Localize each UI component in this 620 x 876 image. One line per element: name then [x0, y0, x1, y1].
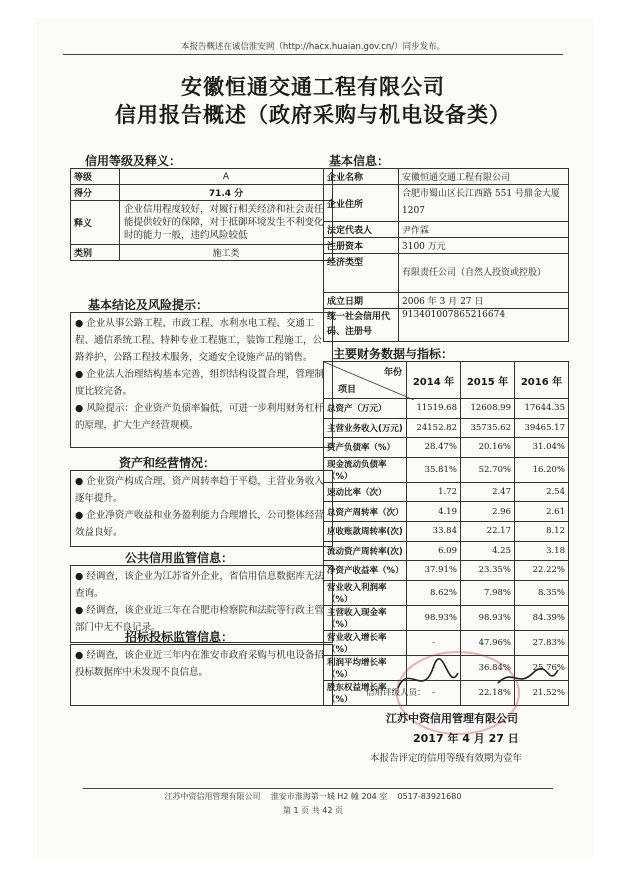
company-title: 安徽恒通交通工程有限公司 — [181, 75, 445, 99]
finance-row-label: 利润平均增长率（%） — [324, 655, 407, 680]
finance-value: 23.35% — [461, 561, 515, 581]
finance-row — [324, 521, 569, 541]
finance-year-header: 2015 年 — [461, 362, 515, 399]
finance-value: 8.35% — [515, 580, 569, 605]
finance-value: 1.72 — [407, 482, 461, 502]
footer-divider — [83, 788, 553, 789]
finance-header-row — [324, 362, 569, 399]
finance-value: 20.16% — [461, 438, 515, 458]
basic-row — [324, 222, 569, 238]
rating-label: 类别 — [71, 245, 120, 261]
basic-row — [324, 293, 569, 309]
finance-row-label: 净资产收益率（%） — [324, 561, 407, 581]
rating-value: 施工类 — [120, 245, 333, 261]
finance-row-label: 流动资产周转率(次) — [324, 541, 407, 561]
basic-row — [324, 309, 569, 342]
finance-value: 37.91% — [407, 561, 461, 581]
footer-company: 江苏中资信用管理有限公司 — [164, 792, 261, 801]
finance-value: - — [407, 680, 461, 705]
public-text: 经调查，该企业近三年在合肥市检察院和法院等行政主管部门中无不良记录。 — [75, 605, 324, 633]
finance-value: 22.18% — [461, 680, 515, 705]
finance-value: 3.18 — [515, 541, 569, 561]
assets-section-title: 资产和经营情况： — [119, 456, 216, 470]
finance-section-title: 主要财务数据与指标： — [333, 347, 454, 361]
basic-label: 注册资本 — [324, 238, 399, 254]
finance-value: 4.25 — [461, 541, 515, 561]
page-number: 第 1 页 共 42 页 — [283, 806, 343, 815]
finance-value: 52.70% — [461, 457, 515, 482]
finance-row — [324, 502, 569, 522]
footer-phone: 0517-83921680 — [397, 792, 462, 801]
finance-value: 17644.35 — [515, 399, 569, 419]
basic-label: 经济类型 — [324, 254, 399, 293]
finance-value: 2.96 — [461, 502, 515, 522]
finance-row — [324, 482, 569, 502]
finance-row — [324, 457, 569, 482]
rating-value: A — [120, 169, 333, 185]
public-section-title: 公共信用监管信息： — [125, 551, 234, 565]
finance-year-header: 2016 年 — [515, 362, 569, 399]
finance-corner-cell — [324, 362, 407, 399]
basic-info-table — [323, 168, 569, 342]
bidding-section-title: 招标投标监管信息： — [125, 630, 234, 644]
basic-value: 3100 万元 — [399, 238, 569, 254]
basic-label: 成立日期 — [324, 293, 399, 309]
report-page — [33, 18, 593, 858]
basic-value: 合肥市蜀山区长江西路 551 号鼎金大厦 1207 — [399, 185, 569, 222]
finance-value: 84.39% — [515, 605, 569, 630]
finance-value: 22.17 — [461, 521, 515, 541]
basic-value: 安徽恒通交通工程有限公司 — [399, 169, 569, 185]
validity-note: 本报告评定的信用等级有效期为壹年 — [370, 753, 523, 764]
finance-row — [324, 399, 569, 419]
finance-value: 2.61 — [515, 502, 569, 522]
conclusion-text: 风险提示：企业资产负债率偏低，可进一步利用财务杠杆的原理，扩大生产经营规模。 — [75, 403, 324, 431]
finance-value: 11519.68 — [407, 399, 461, 419]
rating-label: 得分 — [71, 185, 120, 201]
basic-row — [324, 254, 569, 293]
finance-value: 7.98% — [461, 580, 515, 605]
public-text: 经调查，该企业为江苏省外企业，省信用信息数据库无法查询。 — [75, 571, 324, 599]
finance-value: 4.19 — [407, 502, 461, 522]
rating-table — [70, 168, 333, 261]
issuer-company: 江苏中资信用管理有限公司 — [386, 712, 518, 725]
finance-row-label: 营业收入增长率（%） — [324, 630, 407, 655]
bidding-box — [70, 644, 333, 706]
finance-value: 98.93% — [461, 605, 515, 630]
footer-address: 淮安市淮海第一城 H2 幢 204 室 — [270, 792, 388, 801]
finance-value: 8.12 — [515, 521, 569, 541]
finance-value: 24152.82 — [407, 418, 461, 438]
bidding-item: ● 经调查，该企业近三年内在淮安市政府采购与机电设备招投标数据库中未发现不良信息。 — [75, 650, 324, 678]
conclusion-item: ● 企业从事公路工程、市政工程、水利水电工程、交通工程、通信系统工程、特种专业工程施工，装饰工程施工，公路养护，公路工程技术服务，交通安全设施产品的销售。 — [75, 318, 323, 363]
conclusion-section-title: 基本结论及风险提示： — [88, 298, 209, 312]
assets-item: ● 企业净资产收益和业务盈利能力合理增长，公司整体经营效益良好。 — [75, 510, 324, 538]
finance-value: 25.76% — [515, 655, 569, 680]
conclusion-item: ● 风险提示：企业资产负债率偏低，可进一步利用财务杠杆的原理，扩大生产经营规模。 — [75, 403, 324, 431]
rating-label: 等级 — [71, 169, 120, 185]
bidding-text: 经调查，该企业近三年内在淮安市政府采购与机电设备招投标数据库中未发现不良信息。 — [75, 650, 324, 678]
conclusion-item: ● 企业法人治理结构基本完善，组织结构设置合理，管理制度比较完备。 — [75, 369, 324, 397]
basic-value: 2006 年 3 月 27 日 — [399, 293, 569, 309]
finance-value: 33.84 — [407, 521, 461, 541]
finance-value: 2.47 — [461, 482, 515, 502]
assets-text: 企业净资产收益和业务盈利能力合理增长，公司整体经营效益良好。 — [75, 510, 324, 538]
finance-row — [324, 580, 569, 605]
finance-row-label: 营业收入利润率（%） — [324, 580, 407, 605]
conclusion-box — [70, 312, 333, 448]
finance-value: 8.62% — [407, 580, 461, 605]
finance-row — [324, 541, 569, 561]
assets-text: 企业资产构成合理，资产周转率趋于平稳，主营业务收入逐年提升。 — [75, 476, 324, 504]
conclusion-text: 企业从事公路工程、市政工程、水利水电工程、交通工程、通信系统工程、特种专业工程施工，装饰工程施工，公路养护，公路工程技术服务，交通安全设施产品的销售。 — [75, 318, 323, 363]
finance-row — [324, 438, 569, 458]
finance-value: 28.47% — [407, 438, 461, 458]
finance-value: 12608.99 — [461, 399, 515, 419]
finance-value: 35735.62 — [461, 418, 515, 438]
basic-label: 法定代表人 — [324, 222, 399, 238]
finance-value: 27.83% — [515, 630, 569, 655]
finance-value: 98.93% — [407, 605, 461, 630]
finance-row-label: 股东权益增长率（%） — [324, 680, 407, 705]
rating-row-category — [71, 245, 333, 261]
finance-value: 31.04% — [515, 438, 569, 458]
rating-section-title: 信用等级及释义： — [85, 154, 182, 168]
finance-value: 2.54 — [515, 482, 569, 502]
rating-row-explanation — [71, 201, 333, 245]
rating-value: 企业信用程度较好，对履行相关经济和社会责任能提供较好的保障，对于抵御环境发生不利变化时的能力一般，违约风险较低 — [120, 201, 333, 245]
rating-label: 释义 — [71, 201, 120, 245]
finance-row — [324, 418, 569, 438]
basic-value: 有限责任公司（自然人投资或控股） — [399, 254, 569, 293]
finance-value: 21.52% — [515, 680, 569, 705]
basic-row — [324, 169, 569, 185]
public-item: ● 经调查，该企业近三年在合肥市检察院和法院等行政主管部门中无不良记录。 — [75, 605, 324, 633]
rating-value: 71.4 分 — [120, 185, 333, 201]
finance-year-label: 年份 — [383, 368, 402, 378]
finance-row-label: 现金流动负债率（%） — [324, 457, 407, 482]
conclusion-text: 企业法人治理结构基本完善，组织结构设置合理，管理制度比较完备。 — [75, 369, 324, 397]
basic-value: 尹作霖 — [399, 222, 569, 238]
finance-value: 39465.17 — [515, 418, 569, 438]
finance-row-label: 总资产周转率（次） — [324, 502, 407, 522]
finance-value: 47.96% — [461, 630, 515, 655]
finance-value: - — [407, 630, 461, 655]
finance-value: 6.09 — [407, 541, 461, 561]
basic-label: 企业名称 — [324, 169, 399, 185]
report-title: 信用报告概述（政府采购与机电设备类） — [115, 103, 511, 127]
finance-row-label: 主营收入现金率（%） — [324, 605, 407, 630]
finance-value: 35.81% — [407, 457, 461, 482]
basic-row — [324, 185, 569, 222]
assets-item: ● 企业资产构成合理，资产周转率趋于平稳，主营业务收入逐年提升。 — [75, 476, 324, 504]
basic-section-title: 基本信息： — [329, 154, 390, 168]
finance-value: 16.20% — [515, 457, 569, 482]
finance-value: 36.84% — [461, 655, 515, 680]
footer-contact — [33, 791, 593, 802]
finance-row-label: 速动比率（次） — [324, 482, 407, 502]
finance-value: - — [407, 655, 461, 680]
rating-row-level — [71, 169, 333, 185]
finance-row-label: 应收账款周转率(次) — [324, 521, 407, 541]
finance-value: 22.22% — [515, 561, 569, 581]
finance-row — [324, 605, 569, 630]
handwritten-signature — [378, 658, 568, 708]
evaluator-label: 信用评级人员： — [366, 688, 426, 698]
finance-row — [324, 561, 569, 581]
finance-item-label: 项目 — [338, 385, 357, 395]
basic-value: 913401007865216674 — [399, 309, 569, 342]
basic-row — [324, 238, 569, 254]
basic-label: 企业住所 — [324, 185, 399, 222]
finance-row-label: 主营业务收入(万元) — [324, 418, 407, 438]
header-note: 本报告概述在诚信淮安网（http://hacx.huaian.gov.cn/）同步发布。 — [180, 42, 446, 52]
finance-row-label: 资产负债率（%） — [324, 438, 407, 458]
finance-row-label: 总资产（万元） — [324, 399, 407, 419]
finance-year-header: 2014 年 — [407, 362, 461, 399]
public-item: ● 经调查，该企业为江苏省外企业，省信用信息数据库无法查询。 — [75, 571, 324, 599]
basic-label: 统一社会信用代码、注册号 — [324, 309, 399, 342]
header-divider — [63, 54, 563, 55]
issue-date: 2017 年 4 月 27 日 — [413, 732, 519, 745]
rating-row-score — [71, 185, 333, 201]
assets-box — [70, 470, 333, 547]
